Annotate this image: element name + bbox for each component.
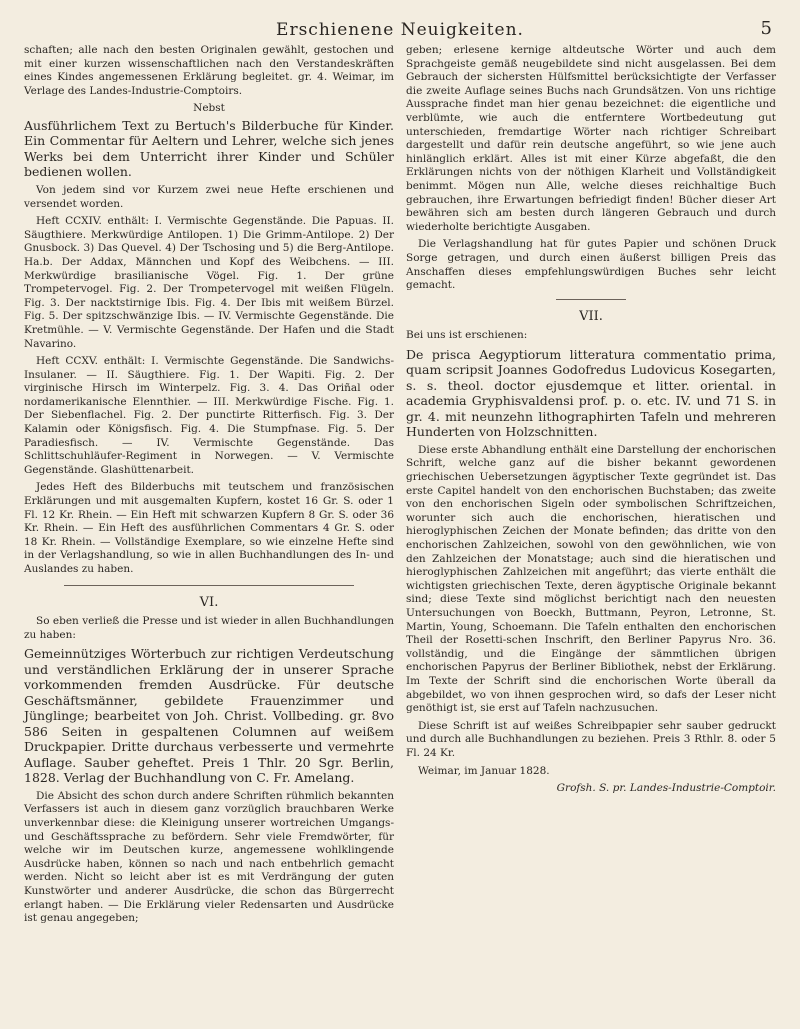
paragraph: Heft CCXIV. enthält: I. Vermischte Gegenstände. Die Papuas. II. Säugthiere. Merkwürdige Antilopen. 1) Die Grimm-Antilope. 2) Der Gnusbock. 3) Das Quevel. 4) Der Tschosing und 5) die Berg-Antilope. Ha.b. Der Addax, Männchen und Kopf des Weibchens. — III. Merkwürdige brasilianische Vögel. Fig. 1. Der grüne Trompetervogel. Fig. 2. Der Trompetervogel mit weißen Flügeln. Fig. 3. Der nacktstirnige Ibis. Fig. 4. Der Ibis mit weißem Bürzel. Fig. 5. Der spitzschwänzige Ibis. — IV. Vermischte Gegenstände. Die Kretmühle. — V. Vermischte Gegenstände. Der Hafen und die Stadt Navarino. [24, 215, 394, 350]
running-head [24, 18, 776, 44]
book-title: Gemeinnütziges Wörterbuch zur richtigen Verdeutschung und verständlichen Erklärung der in unserer Sprache vorkommenden fremden Ausdrücke. Für deutsche Geschäftsmänner, gebildete Frauenzimmer und Jünglinge; bearbeitet von Joh. Christ. Vollbeding. gr. 8vo 586 Seiten in gespaltenen Columnen auf weißem Druckpapier. Dritte durchaus verbesserte und vermehrte Auflage. Sauber geheftet. Preis 1 Thlr. 20 Sgr. Berlin, 1828. Verlag der Buchhandlung von C. Fr. Amelang. [24, 646, 394, 786]
signature: Grofsh. S. pr. Landes-Industrie-Comptoir. [556, 782, 776, 795]
paragraph: Heft CCXV. enthält: I. Vermischte Gegenstände. Die Sandwichs-Insulaner. — II. Säugthiere. Fig. 1. Der Wapiti. Fig. 2. Der virginische Hirsch im Winterpelz. Fig. 3. 4. Das Oriñal oder nordamerikanische Elennthier. — III. Merkwürdige Fische. Fig. 1. Der Siebenflachel. Fig. 2. Der punctirte Ritterfisch. Fig. 3. Der Kalamin oder Königsfisch. Fig. 4. Die Stumpfnase. Fig. 5. Der Paradiesfisch. — IV. Vermischte Gegenstände. Das Schlittschuhläufer-Regiment in Norwegen. — V. Vermischte Gegenstände. Glashüttenarbeit. [24, 355, 394, 476]
paragraph: So eben verließ die Presse und ist wieder in allen Buchhandlungen zu haben: [24, 615, 394, 641]
right-column [406, 44, 776, 930]
lead-line: Bei uns ist erschienen: [406, 329, 528, 342]
running-title: Erschienene Neuigkeiten. [276, 20, 524, 40]
paragraph: Die Absicht des schon durch andere Schriften rühmlich bekannten Verfassers ist auch in diesem ganz vorzüglich brauchbaren Werke unverkennbar diese: die Kleinigung unserer wortreichen Umgangs- und Geschäftssprache zu befördern. Sehr viele Fremdwörter, für welche wir im Deutschen kurze, angemessene wohlklingende Ausdrücke haben, können so nach und nach entbehrlich gemacht werden. Nicht so leicht aber ist es mit Verdrängung der guten Kunstwörter und anderer Ausdrücke, die schon das Bürgerrecht erlangt haben. — Die Erklärung vieler Redensarten und Ausdrücke ist genau angegeben; [24, 789, 394, 925]
page-number: 5 [760, 18, 772, 39]
divider [64, 585, 354, 586]
paragraph: Diese erste Abhandlung enthält eine Darstellung der enchorischen Schrift, welche ganz auf die bisher bekannt gewordenen griechischen Uebersetzungen ägyptischer Texte gegründet ist. Das erste Capitel handelt von den enchorischen Buchstaben; das zweite von den enchorischen Sigeln oder symbolischen Schriftzeichen, worunter sich auch die enchorischen, hieratischen und hieroglyphischen Zeichen der Monate befinden; das dritte von den enchorischen Zahlzeichen, sowohl von den gewöhnlichen, wie von den Zahlzeichen der Monatstage; auch sind die hieratischen und hieroglyphischen Zahlzeichen mit angeführt; das vierte enthält die wichtigsten griechischen Texte, deren ägyptische Originale bekannt sind; diese Texte sind möglichst berichtigt nach den neuesten Untersuchungen von Boeckh, Buttmann, Peyron, Letronne, St. Martin, Young, Schoemann. Die Tafeln enthalten den enchorischen Theil der Rosetti-schen Inschrift, den Berliner Papyrus Nro. 36. vollständig, und die Eingänge der sämmtlichen übrigen enchorischen Papyrus der Berliner Bibliothek, nebst der Erklärung. Im Texte der Schrift sind die enchorischen Worte überall da abgebildet, wo von ihnen gesprochen wird, so dafs der Leser nicht genöthigt ist, sie erst auf Tafeln nachzusuchen. [406, 443, 776, 715]
left-column [24, 44, 394, 930]
paragraph: Jedes Heft des Bilderbuchs mit teutschem und französischen Erklärungen und mit ausgemalten Kupfern, kostet 16 Gr. S. oder 1 Fl. 12 Kr. Rhein. — Ein Heft mit schwarzen Kupfern 8 Gr. S. oder 36 Kr. Rhein. — Ein Heft des ausführlichen Commentars 4 Gr. S. oder 18 Kr. Rhein. — Vollständige Exemplare, so wie einzelne Hefte sind in der Verlagshandlung, so wie in allen Buchhandlungen des In- und Auslandes zu haben. [24, 481, 394, 575]
ad-title: Ausführlichem Text zu Bertuch's Bilderbuche für Kinder. Ein Commentar für Aeltern und Lehrer, welche sich jenes Werks bei dem Unterricht ihrer Kinder und Schüler bedienen wollen. [24, 117, 394, 180]
paragraph: Diese Schrift ist auf weißes Schreibpapier sehr sauber gedruckt und durch alle Buchhandlungen zu beziehen. Preis 3 Rthlr. 8. oder 5 Fl. 24 Kr. [406, 719, 776, 759]
paragraph: geben; erlesene kernige altdeutsche Wörter und auch dem Sprachgeiste gemäß neugebildete sind nicht ausgelassen. Bei dem Gebrauch der sichersten Hülfsmittel berücksichtigte der Verfasser die zweite Auflage seines Buchs nach Grundsätzen. Von uns richtige Aussprache findet man hier genau bezeichnet: die eigentliche und verblümte, wie auch die entferntere Wortbedeutung gut unterschieden, fremdartige Wörter nach richtiger Schreibart dargestellt und dafür rein deutsche angeführt, so wie jene auch hinlänglich erklärt. Alles ist mit einer Kürze abgefaßt, die den Erklärungen nichts von der nöthigen Klarheit und Vollständigkeit benimmt. Mögen nun Alle, welche dieses reichhaltige Buch gebrauchen, ihre Erwartungen befriedigt finden! Bücher dieser Art bewähren sich am besten durch längeren Gebrauch und durch wiederholte berichtigte Ausgaben. [406, 44, 776, 233]
section-number: VI. [199, 594, 219, 610]
latin-title: De prisca Aegyptiorum litteratura commentatio prima, quam scripsit Joannes Godofredus Ludovicus Kosegarten, s. s. theol. doctor ejusdemque et litter. oriental. in academia Gryphisvaldensi prof. p. o. etc. IV. und 71 S. in gr. 4. mit neunzehn lithographirten Tafeln und mehreren Hunderten von Holzschnitten. [406, 346, 776, 440]
paragraph: Von jedem sind vor Kurzem zwei neue Hefte erschienen und versendet worden. [24, 183, 394, 210]
section-number: VII. [579, 308, 603, 324]
dateline: Weimar, im Januar 1828. [418, 764, 550, 777]
two-column-body [24, 44, 776, 930]
nebst-label: Nebst [193, 102, 225, 115]
divider [556, 299, 626, 300]
paragraph: Die Verlagshandlung hat für gutes Papier und schönen Druck Sorge getragen, und durch einen äußerst billigen Preis das Anschaffen dieses empfehlungswürdigen Buches sehr leicht gemacht. [406, 238, 776, 292]
intro-paragraph: schaften; alle nach den besten Originalen gewählt, gestochen und mit einer kurzen wissenschaftlichen nach den Verstandeskräften eines Kindes angemessenen Erklärung begleitet. gr. 4. Weimar, im Verlage des Landes-Industrie-Comptoirs. [24, 44, 394, 97]
